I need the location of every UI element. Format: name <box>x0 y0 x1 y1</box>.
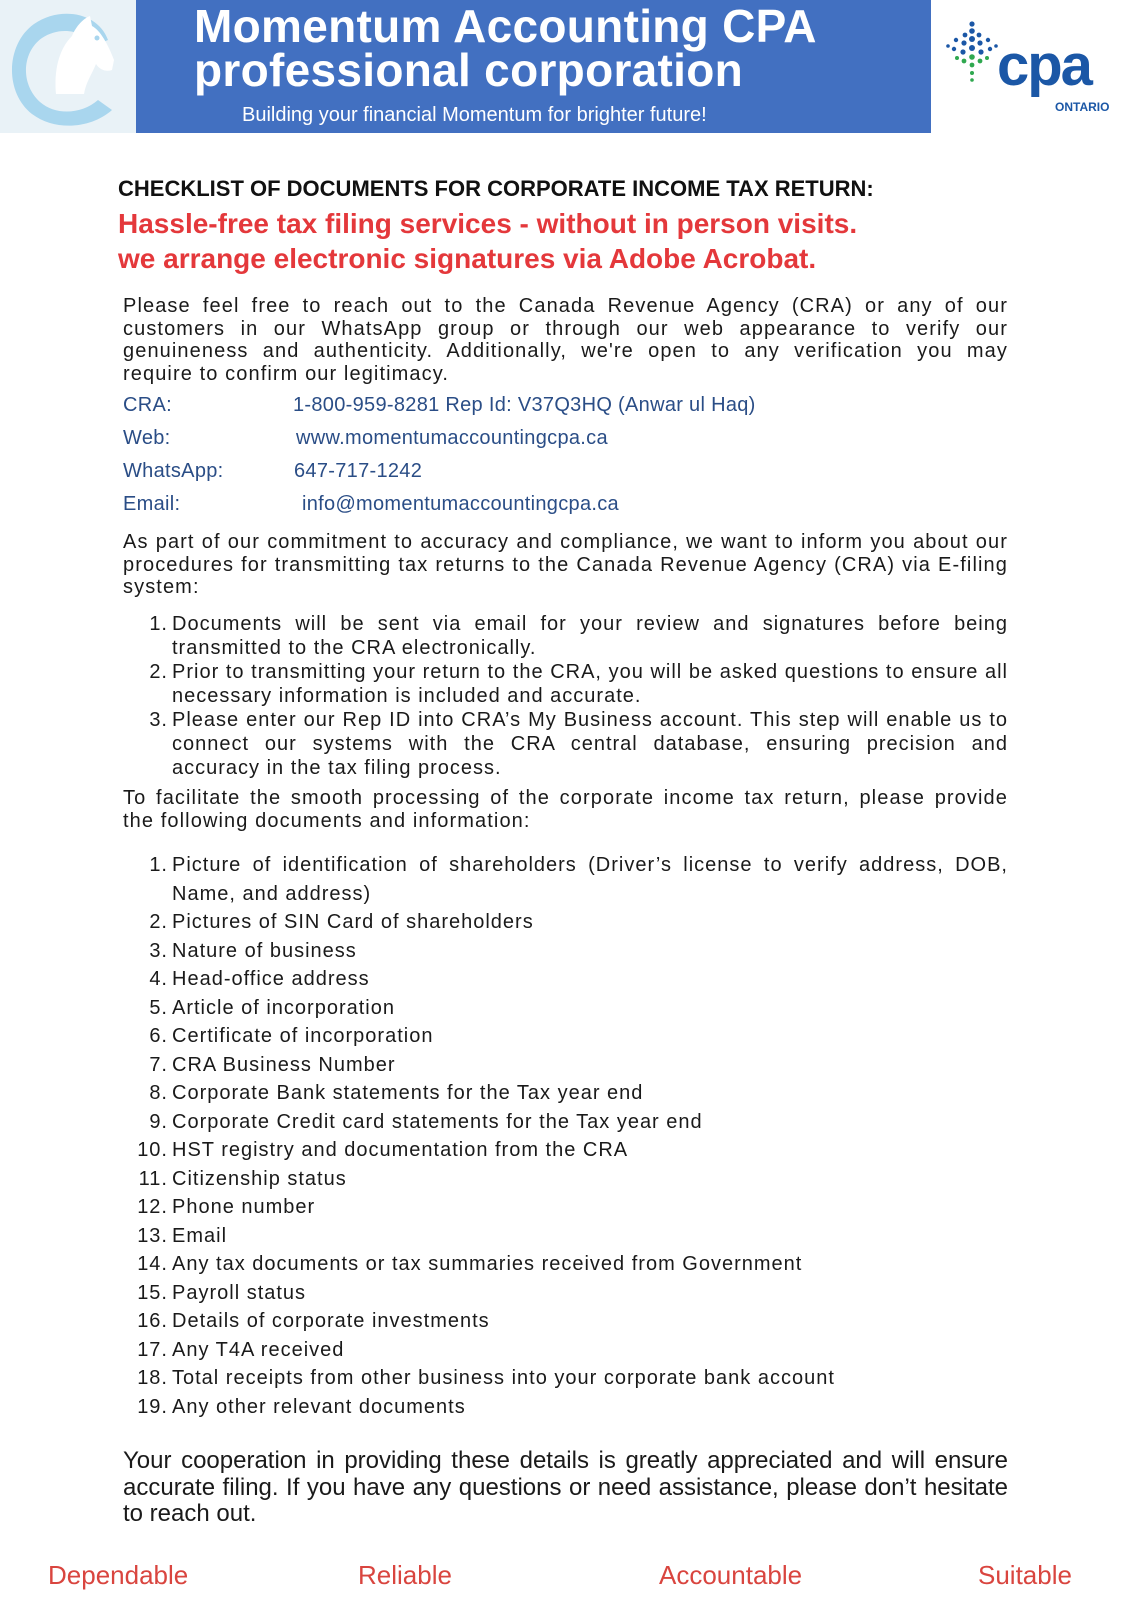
maple-leaf-dots-icon <box>943 18 1001 84</box>
contact-web-link[interactable]: www.momentumaccountingcpa.ca <box>296 427 608 449</box>
documents-intro: To facilitate the smooth processing of the corporate income tax return, please provide the following documents and information: <box>123 787 1008 832</box>
list-item-number: 1. <box>149 613 168 635</box>
list-item-number: 14. <box>137 1253 168 1275</box>
list-item-text: Corporate Credit card statements for the Tax year end <box>172 1110 703 1133</box>
list-item-text: CRA Business Number <box>172 1053 396 1076</box>
contact-web-label: Web: <box>123 427 171 449</box>
procedures-list <box>130 612 1008 780</box>
list-item-text: Any T4A received <box>172 1338 345 1361</box>
list-item-text: Please enter our Rep ID into CRA’s My Business account. This step will enable us to connect our systems with the CRA central database, ensuring precision and accuracy in the tax filing process. <box>172 709 1008 779</box>
list-item-number: 7. <box>149 1053 168 1076</box>
list-item-number: 5. <box>149 996 168 1019</box>
company-name-line2: professional corporation <box>194 44 744 96</box>
list-item-number: 2. <box>149 661 168 683</box>
list-item-number: 8. <box>149 1082 168 1104</box>
contact-web[interactable] <box>123 427 608 450</box>
list-item-number: 13. <box>137 1224 168 1247</box>
list-item-text: Picture of identification of shareholders (Driver’s license to verify address, DOB, Name, and address) <box>172 854 1008 905</box>
contact-cra-value[interactable]: 1-800-959-8281 Rep Id: V37Q3HQ (Anwar ul Haq) <box>293 394 756 416</box>
list-item <box>130 708 1008 780</box>
contact-email-link[interactable]: info@momentumaccountingcpa.ca <box>302 493 619 515</box>
list-item-number: 16. <box>137 1310 168 1332</box>
list-item-text: Head-office address <box>172 968 370 990</box>
tagline: Building your financial Momentum for brighter future! <box>242 104 707 126</box>
horse-logo <box>0 0 136 133</box>
list-item-text: Citizenship status <box>172 1167 347 1190</box>
list-item-text: Prior to transmitting your return to the CRA, you will be asked questions to ensure all necessary information is included and accurate. <box>172 661 1008 707</box>
list-item-text: Payroll status <box>172 1281 307 1304</box>
footer-word-suitable: Suitable <box>978 1560 1072 1590</box>
company-name <box>194 0 924 96</box>
company-name-line1: Momentum Accounting CPA <box>194 0 817 52</box>
list-item <box>130 612 1008 660</box>
list-item <box>130 1336 1008 1365</box>
list-item-text: Total receipts from other business into your corporate bank account <box>172 1367 835 1389</box>
cpa-logo-text: cpa <box>997 33 1091 98</box>
intro-paragraph: Please feel free to reach out to the Canada Revenue Agency (CRA) or any of our customers in our WhatsApp group or through our web appearance to verify our genuineness and authenticity. Additionally, we're open to any verification you may require to confirm our legitimacy. <box>123 295 1008 385</box>
contact-cra[interactable] <box>123 394 756 417</box>
list-item <box>130 908 1008 937</box>
contact-whatsapp[interactable] <box>123 460 423 483</box>
cpa-ontario-logo <box>931 0 1131 133</box>
list-item-text: HST registry and documentation from the CRA <box>172 1139 629 1161</box>
list-item-number: 17. <box>137 1338 168 1361</box>
contact-email-label: Email: <box>123 493 181 515</box>
list-item-text: Nature of business <box>172 939 357 962</box>
list-item <box>130 1079 1008 1108</box>
list-item-number: 3. <box>149 939 168 962</box>
list-item <box>130 937 1008 966</box>
header <box>0 0 1131 133</box>
list-item-number: 19. <box>137 1395 168 1418</box>
list-item-number: 11. <box>138 1167 168 1190</box>
list-item-number: 1. <box>149 854 168 876</box>
list-item <box>130 1393 1008 1422</box>
list-item-text: Documents will be sent via email for your review and signatures before being transmitted to the CRA electronically. <box>172 613 1008 659</box>
footer-word-dependable: Dependable <box>48 1560 189 1590</box>
list-item <box>130 1136 1008 1165</box>
list-item <box>130 1165 1008 1194</box>
list-item-text: Phone number <box>172 1196 316 1218</box>
list-item <box>130 1307 1008 1336</box>
list-item-number: 2. <box>149 911 168 933</box>
contact-whatsapp-number[interactable]: 647-717-1242 <box>294 460 423 482</box>
list-item-text: Certificate of incorporation <box>172 1025 434 1047</box>
list-item <box>130 1250 1008 1279</box>
list-item-number: 3. <box>149 709 168 731</box>
list-item-number: 15. <box>137 1281 168 1304</box>
list-item-text: Any other relevant documents <box>172 1395 466 1418</box>
closing-paragraph: Your cooperation in providing these details is greatly appreciated and will ensure accurate filing. If you have any questions or need assistance, please don’t hesitate to reach out. <box>123 1447 1008 1527</box>
contact-cra-label: CRA: <box>123 394 172 416</box>
list-item <box>130 1222 1008 1251</box>
list-item-text: Article of incorporation <box>172 996 395 1019</box>
cpa-logo-ontario: ONTARIO <box>1055 100 1110 114</box>
list-item-text: Any tax documents or tax summaries received from Government <box>172 1253 803 1275</box>
checklist-title: CHECKLIST OF DOCUMENTS FOR CORPORATE INCOME TAX RETURN: <box>118 176 874 201</box>
list-item <box>130 1108 1008 1137</box>
commitment-paragraph: As part of our commitment to accuracy and compliance, we want to inform you about our procedures for transmitting tax returns to the Canada Revenue Agency (CRA) via E-filing system: <box>123 531 1008 598</box>
list-item-text: Details of corporate investments <box>172 1310 490 1332</box>
documents-list <box>130 851 1008 1421</box>
list-item-number: 10. <box>137 1139 168 1161</box>
promo-line-2: we arrange electronic signatures via Adobe Acrobat. <box>118 243 817 274</box>
list-item <box>130 965 1008 994</box>
list-item-text: Corporate Bank statements for the Tax year end <box>172 1082 644 1104</box>
promo-line-1: Hassle-free tax filing services - without in person visits. <box>118 208 858 239</box>
list-item <box>130 1051 1008 1080</box>
list-item <box>130 1193 1008 1222</box>
footer-word-accountable: Accountable <box>659 1560 803 1590</box>
list-item-number: 4. <box>149 968 168 990</box>
list-item <box>130 994 1008 1023</box>
list-item-number: 6. <box>149 1025 168 1047</box>
horse-logo-icon <box>0 0 136 133</box>
contact-whatsapp-label: WhatsApp: <box>123 460 224 482</box>
list-item <box>130 1022 1008 1051</box>
list-item-number: 18. <box>137 1367 168 1389</box>
list-item-number: 9. <box>149 1110 168 1133</box>
list-item <box>130 660 1008 708</box>
list-item <box>130 851 1008 908</box>
list-item-number: 12. <box>137 1196 168 1218</box>
footer-word-reliable: Reliable <box>358 1560 452 1590</box>
list-item-text: Pictures of SIN Card of shareholders <box>172 911 534 933</box>
contact-email[interactable] <box>123 493 619 516</box>
list-item-text: Email <box>172 1224 228 1247</box>
banner <box>136 0 931 133</box>
list-item <box>130 1279 1008 1308</box>
list-item <box>130 1364 1008 1393</box>
